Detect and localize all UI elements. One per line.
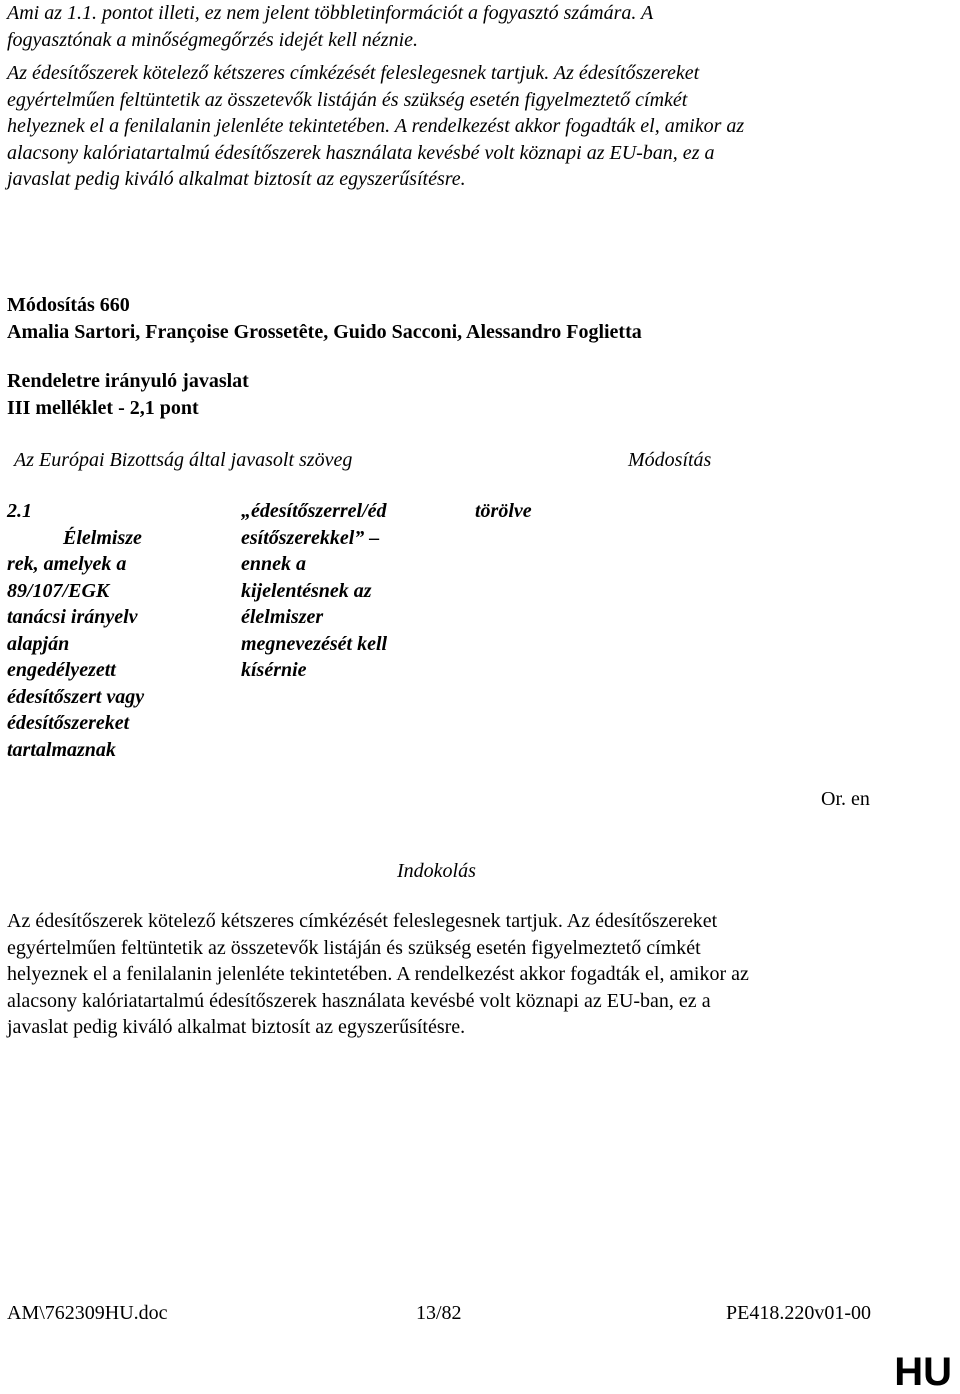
cell-line: tartalmaznak [7, 738, 116, 761]
cell-line: megnevezését kell [241, 632, 388, 655]
cell-line: rek, amelyek a [7, 553, 127, 575]
cell-line: édesítőszert vagy [7, 685, 145, 708]
previous-justification [7, 60, 744, 193]
text-line: javaslat pedig kiváló alkalmat biztosít az egyszerűsítésre. [7, 1016, 466, 1038]
cell-line: ennek a [241, 553, 306, 575]
footer-pe-reference: PE418.220v01-00 [726, 1302, 871, 1324]
text-line: alacsony kalóriatartalmú édesítőszerek használata kevésbé volt köznapi az EU-ban, ez a [7, 141, 715, 164]
table-cell-point [7, 498, 144, 763]
text-line: Az édesítőszerek kötelező kétszeres címkézését feleslegesnek tartjuk. Az édesítőszereket [7, 910, 718, 932]
text-line: egyértelműen feltüntetik az összetevők listáján és szükség esetén figyelmeztető címkét [7, 936, 701, 959]
amendment-authors: Amalia Sartori, Françoise Grossetête, Guido Sacconi, Alessandro Foglietta [7, 321, 642, 343]
justification-heading: Indokolás [397, 860, 476, 882]
previous-justification-tail [7, 0, 653, 53]
proposal-type: Rendeletre irányuló javaslat [7, 370, 249, 392]
cell-line: 2.1 [7, 500, 32, 522]
text-line: helyeznek el a fenilalanin jelenléte tekintetében. A rendelkezést akkor fogadták el, amikor az [7, 115, 745, 137]
cell-line: „édesítőszerrel/éd [241, 500, 387, 522]
amendment-number: Módosítás 660 [7, 294, 130, 316]
table-cell-deleted [475, 498, 532, 525]
table-cell-label-requirement [241, 498, 387, 684]
amendment-reference: III melléklet - 2,1 pont [7, 397, 199, 419]
column-header-commission-text: Az Európai Bizottság által javasolt szöveg [14, 449, 353, 471]
cell-line: 89/107/EGK [7, 579, 110, 602]
cell-line: Élelmisze [63, 526, 142, 549]
cell-line: édesítőszereket [7, 712, 130, 734]
justification-text [7, 908, 749, 1041]
cell-line: kísérnie [241, 659, 307, 681]
footer-page-number: 13/82 [416, 1302, 462, 1324]
original-language: Or. en [821, 788, 870, 810]
text-line: helyeznek el a fenilalanin jelenléte tekintetében. A rendelkezést akkor fogadták el, amikor az [7, 963, 749, 985]
text-line: alacsony kalóriatartalmú édesítőszerek használata kevésbé volt köznapi az EU-ban, ez a [7, 989, 711, 1012]
text-line: fogyasztónak a minőségmegőrzés idejét kell néznie. [7, 28, 419, 51]
column-header-amendment: Módosítás [628, 449, 712, 471]
footer-document-reference: AM\762309HU.doc [7, 1302, 168, 1324]
text-line: Az édesítőszerek kötelező kétszeres címkézését feleslegesnek tartjuk. Az édesítőszereket [7, 62, 700, 84]
cell-line: tanácsi irányelv [7, 606, 138, 628]
cell-line: kijelentésnek az [241, 579, 372, 602]
cell-line: élelmiszer [241, 606, 324, 628]
cell-line: esítőszerekkel” – [241, 526, 380, 549]
text-line: Ami az 1.1. pontot illeti, ez nem jelent többletinformációt a fogyasztó számára. A [7, 2, 654, 24]
cell-line: alapján [7, 632, 70, 655]
text-line: egyértelműen feltüntetik az összetevők listáján és szükség esetén figyelmeztető címkét [7, 88, 688, 111]
cell-line: törölve [475, 500, 532, 522]
language-mark: HU [894, 1350, 952, 1394]
cell-line: engedélyezett [7, 659, 116, 681]
text-line: javaslat pedig kiváló alkalmat biztosít az egyszerűsítésre. [7, 168, 466, 190]
